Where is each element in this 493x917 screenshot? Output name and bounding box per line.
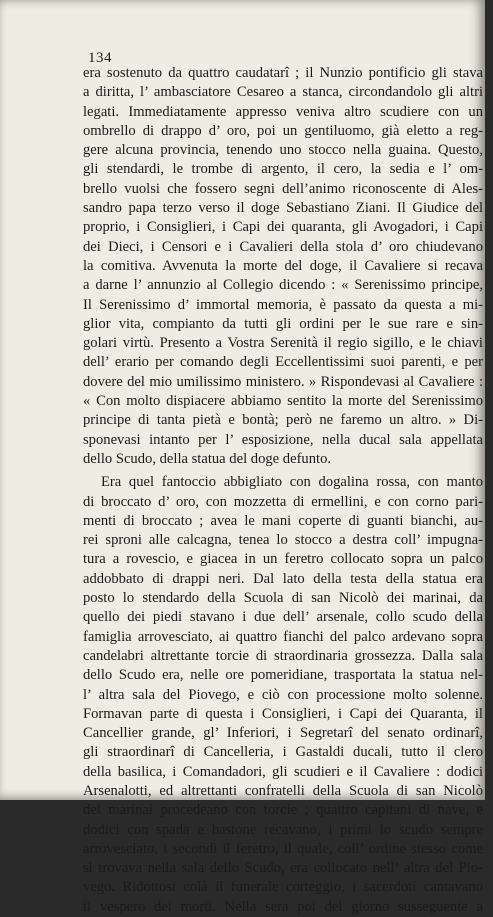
text-line: legati. Immediatamente appresso veniva altro scudiere con un [83, 103, 483, 120]
text-line: proprio, i Consiglieri, i Capi dei quaranta, gli Avogadori, i Capi [83, 219, 483, 236]
text-line: sponevasi intanto per l’ esposizione, nella ducal sala appellata [83, 431, 483, 448]
text-line: golari virtù. Presento a Vostra Serenità il regio sigillo, e le chiavi [83, 335, 483, 352]
text-line: Il Serenissimo d’ immortal memoria, è passato da questa a mi- [83, 296, 483, 313]
text-line: l’ altra sala del Piovego, e ciò con processione molto solenne. [83, 686, 483, 703]
text-line: dello Scudo, della statua del doge defunto. [83, 450, 332, 467]
text-line: della basilica, i Comandadori, gli scudieri e il Cavaliere : dodici [83, 763, 483, 780]
text-line: gli straordinarî di Cancelleria, i Gastaldi ducali, tutto il clero [83, 744, 483, 761]
text-line: si trovava nella sala dello Scudo, era collocato nell’ altra del Pio- [83, 860, 483, 877]
text-line: addobbato di drappi neri. Dal lato della testa della statua era [83, 570, 483, 587]
text-line: Cancellier grande, gl’ Inferiori, i Segretarî del senato ordinarî, [83, 725, 483, 742]
text-line: dovere del mio umilissimo ministero. » Rispondevasi al Cavaliere : [83, 373, 483, 390]
text-line: la comitiva. Avvenuta la morte del doge, il Cavaliere si recava [83, 257, 483, 274]
text-line: vego. Ridottosi colà il funerale corteggio, i sacerdoti cantavano [83, 879, 483, 896]
text-line: Era quel fantoccio abbigliato con dogalina rossa, con manto [101, 474, 483, 491]
text-line: dei marinai procedeano con torcie ; quattro capitani di nave, e [83, 802, 483, 819]
text-line: candelabri altrettante torcie di straordinaria grossezza. Dalla sala [83, 647, 483, 664]
text-line: dodici con spada e bastone recavano, i primi lo scudo sempre [83, 821, 483, 838]
text-line: sandro papa terzo verso il doge Sebastiano Ziani. Il Giudice del [83, 200, 483, 217]
text-line: gli stendardi, le trombe di argento, il cero, la sedia e l’ om- [83, 161, 483, 178]
text-line: arrovesciato, i secondi il feretro, il quale, coll’ ordine stesso come [83, 840, 483, 857]
text-line: il vespero dei morti. Nella sera poi del giorno susseguente a [83, 898, 483, 915]
text-line: glior vita, compianto da tutti gli ordini per le sue rare e sin- [83, 315, 483, 332]
text-line: menti di broccato ; avea le mani coperte di guanti bianchi, au- [83, 512, 483, 529]
text-line: dello Scudo era, nelle ore pomeridiane, trasportata la statua nel- [83, 667, 483, 684]
text-line: principe di tanta pietà e bontà; però ne faremo un altro. » Di- [83, 412, 483, 429]
text-line: a diritta, l’ ambasciatore Cesareo a stanca, circondandolo gli altri [83, 84, 483, 101]
text-line: di broccato d’ oro, con mozzetta di ermellini, e con corno pari- [83, 493, 483, 510]
text-line: tura a rovescio, e giacea in un feretro collocato sopra un palco [83, 551, 483, 568]
text-line: « Con molto dispiacere abbiamo sentito la morte del Serenissimo [83, 393, 483, 410]
text-line: a darne l’ annunzio al Collegio dicendo : « Serenissimo principe, [83, 277, 483, 294]
body-text [83, 64, 483, 917]
text-line: dell’ erario per comando degli Eccellentissimi suoi parenti, e per [83, 354, 483, 371]
page-number: 134 [88, 50, 112, 66]
text-line: rei sproni alle calcagna, tenea lo stocco a destra coll’ impugna- [83, 532, 483, 549]
text-line: posto lo stendardo della Scuola di san Nicolò dei marinai, da [83, 590, 483, 607]
text-line: gere alcuna provincia, tenendo uno stocco nella guaina. Questo, [83, 142, 483, 159]
text-line: era sostenuto da quattro caudatarî ; il Nunzio pontificio gli stava [83, 65, 483, 81]
text-line: brello vuolsi che fossero segni dell’animo riconoscente di Ales- [83, 180, 483, 197]
text-line: Arsenalotti, ed altrettanti confratelli della Scuola di san Nicolò [83, 782, 483, 799]
text-line: ombrello di drappo d’ oro, poi un gentiluomo, già eletto a reg- [83, 122, 483, 139]
text-line: Formavan parte di questa i Consiglieri, i Capi dei Quaranta, il [83, 705, 483, 722]
text-line: quello dei piedi stavano i due dell’ arsenale, collo scudo della [83, 609, 483, 626]
text-line: famiglia arrovesciato, ai quattro fianchi del palco ardevano sopra [83, 628, 483, 645]
text-line: dei Dieci, i Censori e i Cavalieri della stola d’ oro chiudevano [83, 238, 483, 255]
